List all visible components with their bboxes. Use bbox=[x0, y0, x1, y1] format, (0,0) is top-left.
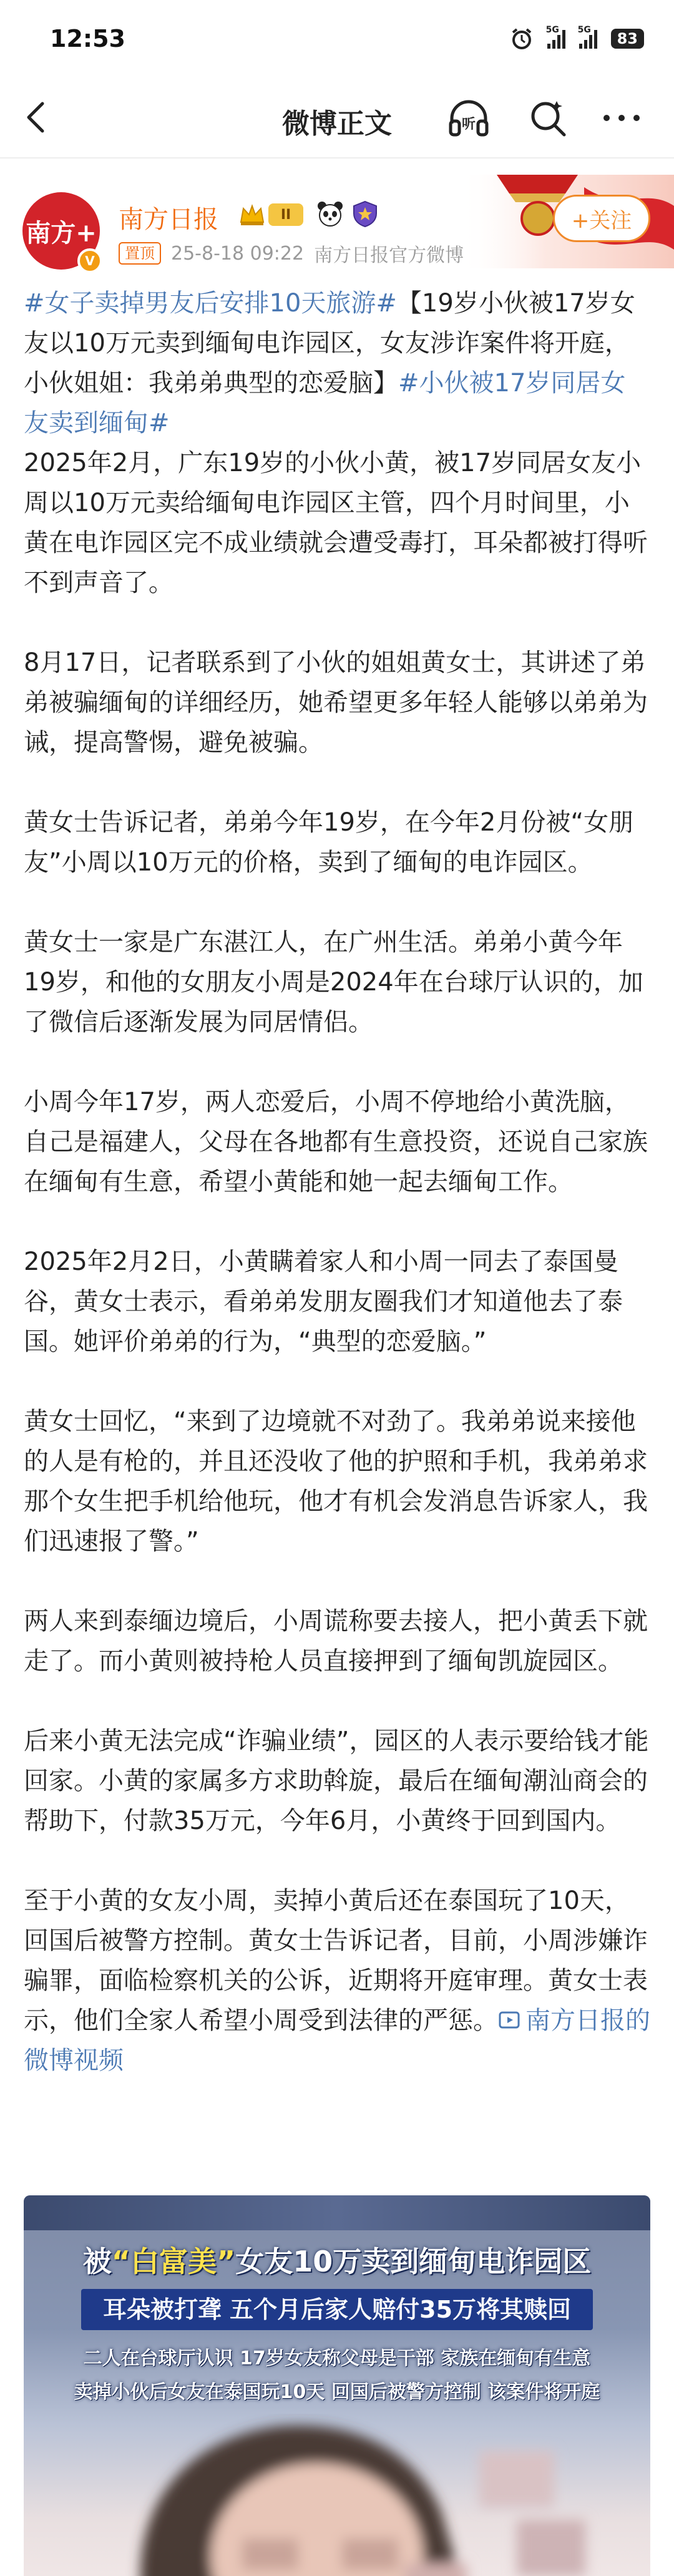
paragraph: 小周今年17岁，两人恋爱后，小周不停地给小黄洗脑，自己是福建人，父母在各地都有生意投资，还说自己家族在缅甸有生意，希望小黄能和她一起去缅甸工作。 bbox=[24, 1088, 648, 1196]
top-nav-bar bbox=[0, 77, 674, 157]
video-headline-pre: 被 bbox=[82, 2245, 112, 2278]
signal-label: 5G bbox=[577, 25, 591, 35]
author-row bbox=[0, 175, 674, 281]
paragraph: 2025年2月，广东19岁的小伙小黄，被17岁同居女友小周以10万元卖给缅甸电诈园区主管，四个月时间里，小黄在电诈园区完不成业绩就会遭受毒打，耳朵都被打得听不到声音了。 bbox=[24, 449, 648, 597]
signal-icon bbox=[577, 25, 597, 49]
video-thumbnail[interactable] bbox=[24, 2195, 650, 2576]
video-caption-line: 二人在台球厅认识 17岁女友称父母是干部 家族在缅甸有生意 bbox=[83, 2348, 591, 2369]
status-time: 12:53 bbox=[50, 25, 125, 52]
more-options-icon[interactable] bbox=[599, 102, 644, 134]
status-icons bbox=[510, 27, 644, 51]
follow-button[interactable]: +关注 bbox=[553, 195, 650, 242]
header-divider bbox=[0, 157, 674, 159]
video-headline-post: 女友10万卖到缅甸电诈园区 bbox=[235, 2245, 592, 2278]
hashtag-link[interactable]: #小伙被17岁同居女友卖到缅甸# bbox=[24, 369, 626, 437]
video-top-strip bbox=[24, 2195, 650, 2230]
page-title: 微博正文 bbox=[282, 108, 392, 140]
paragraph: 至于小黄的女友小周，卖掉小黄后还在泰国玩了10天，回国后被警方控制。黄女士告诉记者，目前，小周涉嫌诈骗罪，面临检察机关的公诉，近期将开庭审理。黄女士表示，他们全家人希望小周受到法律的严惩。 bbox=[24, 1886, 648, 2035]
video-caption-line: 卖掉小伙后女友在泰国玩10天 回国后被警方控制 该案件将开庭 bbox=[74, 2381, 600, 2403]
video-subtitle: 耳朵被打聋 五个月后家人赔付35万将其赎回 bbox=[81, 2289, 593, 2330]
status-bar bbox=[0, 0, 674, 77]
crown-badge-icon bbox=[238, 202, 266, 227]
alarm-icon bbox=[510, 27, 534, 51]
signal-icon bbox=[545, 25, 565, 49]
post-headline: 【19岁小伙被17岁女友以10万元卖到缅甸电诈园区，女友涉诈案件将开庭，小伙姐姐：我弟弟典型的恋爱脑】 bbox=[24, 289, 635, 398]
post-source: 南方日报官方微博 bbox=[314, 245, 464, 266]
author-name[interactable]: 南方日报 bbox=[119, 205, 218, 234]
hashtag-link[interactable]: #女子卖掉男友后安排10天旅游# bbox=[24, 289, 397, 318]
level-badge-icon: II bbox=[268, 203, 303, 226]
video-headline bbox=[24, 2239, 650, 2280]
panda-badge-icon bbox=[316, 200, 344, 228]
paragraph: 黄女士回忆，“来到了边境就不对劲了。我弟弟说来接他的人是有枪的，并且还没收了他的护照和手机，我弟弟求那个女生把手机给他玩，他才有机会发消息告诉家人，我们迅速报了警。” bbox=[24, 1407, 648, 1556]
svg-text:听: 听 bbox=[461, 117, 476, 132]
battery-icon: 83 bbox=[611, 29, 644, 49]
shield-badge-icon bbox=[351, 200, 379, 228]
video-headline-quote: “白富美” bbox=[111, 2245, 236, 2278]
paragraph-last bbox=[24, 1881, 650, 2081]
post-content bbox=[24, 283, 650, 2081]
post-lead bbox=[24, 283, 650, 603]
verified-mark: V bbox=[85, 253, 95, 268]
paragraph: 2025年2月2日，小黄瞒着家人和小周一同去了泰国曼谷，黄女士表示，看弟弟发朋友圈我们才知道他去了泰国。她评价弟弟的行为，“典型的恋爱脑。” bbox=[24, 1247, 623, 1356]
paragraph: 黄女士一家是广东湛江人，在广州生活。弟弟小黄今年19岁，和他的女朋友小周是2024年在台球厅认识的，加了微信后逐渐发展为同居情侣。 bbox=[24, 928, 643, 1037]
post-time: 25-8-18 09:22 bbox=[171, 242, 305, 265]
paragraph: 8月17日，记者联系到了小伙的姐姐黄女士，其讲述了弟弟被骗缅甸的详细经历，她希望更多年轻人能够以弟弟为诫，提高警惕，避免被骗。 bbox=[24, 648, 648, 757]
signal-label: 5G bbox=[545, 25, 559, 35]
verified-badge-icon bbox=[77, 248, 102, 273]
post-meta bbox=[119, 240, 464, 267]
blurred-face-image bbox=[92, 2414, 629, 2576]
video-link-icon bbox=[498, 2010, 522, 2031]
paragraph: 两人来到泰缅边境后，小周谎称要去接人，把小黄丢下就走了。而小黄则被持枪人员直接押到了缅甸凯旋园区。 bbox=[24, 1607, 648, 1676]
video-link-label: 南方日报的微博视频 bbox=[24, 2006, 650, 2075]
search-icon[interactable] bbox=[528, 97, 569, 139]
pinned-tag: 置顶 bbox=[119, 242, 161, 265]
avatar-text: 南方+ bbox=[26, 218, 97, 248]
paragraph: 黄女士告诉记者，弟弟今年19岁，在今年2月份被“女朋友”小周以10万元的价格，卖到了缅甸的电诈园区。 bbox=[24, 808, 634, 877]
headphones-icon[interactable] bbox=[447, 96, 491, 140]
paragraph: 后来小黄无法完成“诈骗业绩”，园区的人表示要给钱才能回家。小黄的家属多方求助斡旋，最后在缅甸潮汕商会的帮助下，付款35万元，今年6月，小黄终于回到国内。 bbox=[24, 1727, 649, 1835]
